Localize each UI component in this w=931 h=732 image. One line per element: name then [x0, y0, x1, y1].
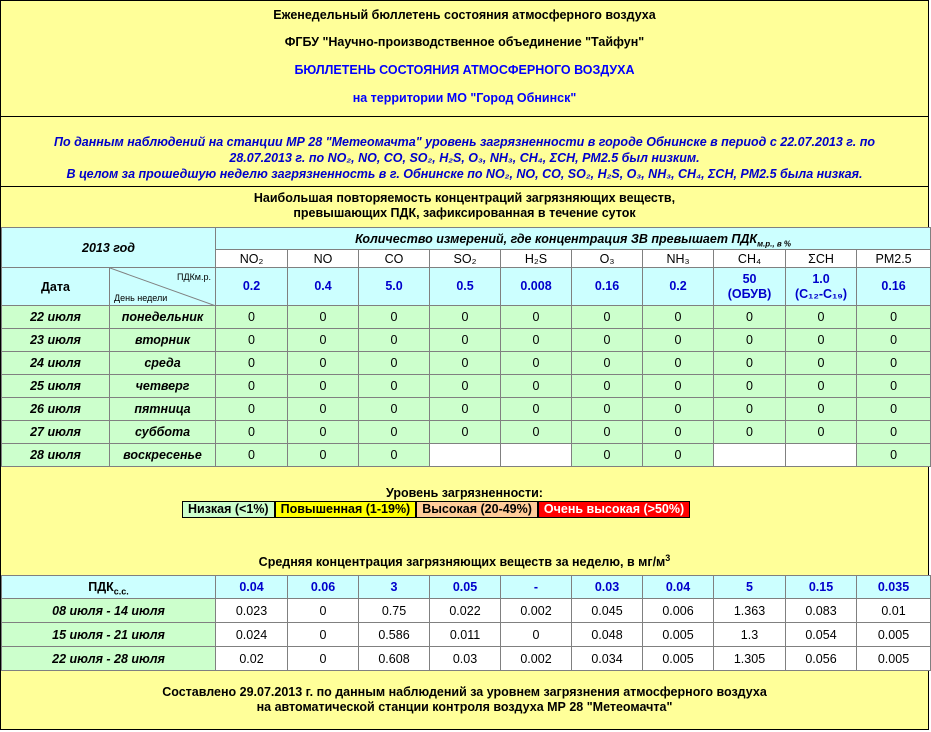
avg-value-cell: 0.048: [572, 623, 643, 647]
legend-item: Очень высокая (>50%): [538, 501, 690, 518]
legend-title: Уровень загрязненности:: [386, 486, 543, 500]
value-cell: 0: [216, 329, 288, 352]
footer-line-2: на автоматической станции контроля воздуха МР 28 "Метеомачта": [256, 700, 673, 714]
avg-value-cell: 0.006: [643, 599, 714, 623]
date-cell: 26 июля: [2, 398, 110, 421]
count-header: Количество измерений, где концентрация ЗВ превышает $ПДК_{м.р., в \%}$: [216, 228, 931, 250]
avg-value-cell: 0.005: [857, 623, 931, 647]
value-cell: [430, 444, 501, 467]
avg-value-cell: 0.03: [430, 647, 501, 671]
pollutant-header: CO: [359, 250, 430, 268]
value-cell: 0: [288, 352, 359, 375]
pdk-value: 50: [742, 271, 757, 286]
value-cell: 0: [643, 329, 714, 352]
pdk-note: (C₁₂-C₁₉): [794, 286, 848, 301]
date-cell: 27 июля: [2, 421, 110, 444]
weekday-cell: четверг: [110, 375, 216, 398]
avg-value-cell: 0.083: [786, 599, 857, 623]
value-cell: 0: [786, 352, 857, 375]
pdk-ss-value: 0.035: [857, 576, 931, 599]
table-row: [2, 444, 931, 467]
pdk-value-cell: [714, 268, 786, 306]
pdk-ss-sub: с.с.: [113, 586, 129, 597]
value-cell: 0: [359, 306, 430, 329]
pdk-ss-value: 5: [714, 576, 786, 599]
pdk-value: 0.4: [314, 279, 332, 293]
value-cell: 0: [501, 306, 572, 329]
pollutant-header: NH₃: [643, 250, 714, 268]
exceedance-title-1: Наибольшая повторяемость концентраций загрязняющих веществ,: [253, 191, 676, 205]
value-cell: 0: [572, 352, 643, 375]
value-cell: [501, 444, 572, 467]
value-cell: 0: [501, 352, 572, 375]
avg-value-cell: 0.02: [216, 647, 288, 671]
pdk-ss-value: 0.15: [786, 576, 857, 599]
value-cell: 0: [288, 329, 359, 352]
value-cell: 0: [216, 352, 288, 375]
pdk-value-cell: [430, 268, 501, 306]
table-row: [2, 421, 931, 444]
value-cell: 0: [216, 306, 288, 329]
pdk-value-cell: [643, 268, 714, 306]
value-cell: 0: [572, 329, 643, 352]
value-cell: 0: [501, 375, 572, 398]
value-cell: 0: [643, 444, 714, 467]
table-row: [2, 329, 931, 352]
exceedance-table: [1, 227, 931, 467]
pdk-weekday-cell: [110, 268, 216, 306]
avg-value-cell: 0.005: [643, 647, 714, 671]
value-cell: 0: [216, 398, 288, 421]
value-cell: 0: [216, 375, 288, 398]
value-cell: 0: [714, 398, 786, 421]
legend-item: Низкая (<1%): [182, 501, 275, 518]
value-cell: 0: [572, 398, 643, 421]
pdk-value-cell: [501, 268, 572, 306]
avg-value-cell: 0.586: [359, 623, 430, 647]
value-cell: 0: [786, 421, 857, 444]
pdk-value: 0.16: [881, 279, 906, 293]
summary-line-1: По данным наблюдений на станции МР 28 "Метеомачта" уровень загрязненности в городе Обнинске в период с 22.07.2013 г. по: [53, 135, 876, 149]
pdk-ss-value: 3: [359, 576, 430, 599]
avg-value-cell: 1.305: [714, 647, 786, 671]
date-cell: 28 июля: [2, 444, 110, 467]
table-row: [2, 398, 931, 421]
date-cell: 24 июля: [2, 352, 110, 375]
value-cell: 0: [857, 329, 931, 352]
pollution-legend: [182, 501, 690, 518]
pollutant-header: CH₄: [714, 250, 786, 268]
avg-value-cell: 0.011: [430, 623, 501, 647]
value-cell: 0: [643, 398, 714, 421]
value-cell: 0: [501, 421, 572, 444]
weekday-cell: понедельник: [110, 306, 216, 329]
pollutant-header: NO: [288, 250, 359, 268]
value-cell: 0: [857, 444, 931, 467]
pdk-ss-value: 0.06: [288, 576, 359, 599]
pdk-ss-value: 0.04: [216, 576, 288, 599]
value-cell: 0: [430, 329, 501, 352]
weekday-cell: среда: [110, 352, 216, 375]
table-row: [2, 623, 931, 647]
pdk-value: 0.2: [669, 279, 687, 293]
year-label: 2013 год: [2, 228, 216, 268]
pollutant-header: H₂S: [501, 250, 572, 268]
avg-value-cell: 0.005: [857, 647, 931, 671]
avg-value-cell: 0.005: [643, 623, 714, 647]
average-title: Средняя концентрация загрязняющих веществ за неделю, в $мг/м^3$: [258, 552, 671, 569]
value-cell: 0: [714, 329, 786, 352]
weekday-cell: суббота: [110, 421, 216, 444]
legend-item: Повышенная (1-19%): [275, 501, 417, 518]
value-cell: 0: [857, 306, 931, 329]
value-cell: 0: [359, 398, 430, 421]
table-row: [2, 599, 931, 623]
avg-value-cell: 0.01: [857, 599, 931, 623]
value-cell: 0: [643, 352, 714, 375]
value-cell: 0: [288, 444, 359, 467]
value-cell: 0: [857, 352, 931, 375]
value-cell: 0: [288, 398, 359, 421]
avg-value-cell: 0: [288, 599, 359, 623]
value-cell: 0: [857, 375, 931, 398]
value-cell: 0: [786, 398, 857, 421]
value-cell: 0: [359, 421, 430, 444]
average-table: [1, 575, 931, 671]
pdk-value: 0.008: [520, 279, 552, 293]
value-cell: 0: [501, 398, 572, 421]
period-cell: 22 июля - 28 июля: [2, 647, 216, 671]
value-cell: 0: [714, 352, 786, 375]
avg-value-cell: 0.75: [359, 599, 430, 623]
period-cell: 15 июля - 21 июля: [2, 623, 216, 647]
period-cell: 08 июля - 14 июля: [2, 599, 216, 623]
bulletin-title: Еженедельный бюллетень состояния атмосферного воздуха: [273, 8, 656, 22]
pollutant-header: ΣCH: [786, 250, 857, 268]
bulletin-heading: БЮЛЛЕТЕНЬ СОСТОЯНИЯ АТМОСФЕРНОГО ВОЗДУХА: [294, 63, 635, 77]
avg-value-cell: 1.3: [714, 623, 786, 647]
value-cell: 0: [288, 421, 359, 444]
value-cell: 0: [572, 421, 643, 444]
value-cell: 0: [857, 398, 931, 421]
value-cell: 0: [216, 444, 288, 467]
pdk-ss-value: 0.03: [572, 576, 643, 599]
pdk-ss-row: [2, 576, 931, 599]
avg-value-cell: 0.034: [572, 647, 643, 671]
value-cell: 0: [430, 375, 501, 398]
exceedance-title-2: превышающих ПДК, зафиксированная в течение суток: [293, 206, 636, 220]
weekday-cell: воскресенье: [110, 444, 216, 467]
pdk-corner-label: ПДКм.р.: [177, 272, 212, 282]
avg-value-cell: 0.023: [216, 599, 288, 623]
avg-value-cell: 0.002: [501, 647, 572, 671]
avg-value-cell: 0.045: [572, 599, 643, 623]
date-cell: 23 июля: [2, 329, 110, 352]
table-row: [2, 352, 931, 375]
value-cell: 0: [643, 421, 714, 444]
date-cell: 25 июля: [2, 375, 110, 398]
value-cell: [786, 444, 857, 467]
avg-value-cell: 0: [288, 647, 359, 671]
pdk-ss-text: ПДК: [88, 580, 114, 594]
pdk-value: 5.0: [385, 279, 403, 293]
pdk-value-cell: [216, 268, 288, 306]
value-cell: 0: [786, 306, 857, 329]
value-cell: 0: [501, 329, 572, 352]
pdk-value-cell: [359, 268, 430, 306]
pdk-value: 1.0: [812, 271, 830, 286]
value-cell: 0: [786, 329, 857, 352]
avg-value-cell: 0.054: [786, 623, 857, 647]
avg-value-cell: 0: [288, 623, 359, 647]
value-cell: 0: [572, 306, 643, 329]
pollutant-header: NO₂: [216, 250, 288, 268]
value-cell: 0: [288, 306, 359, 329]
footer-line-1: Составлено 29.07.2013 г. по данным наблюдений за уровнем загрязнения атмосферного воздуха: [162, 685, 767, 699]
table-row: [2, 306, 931, 329]
avg-value-cell: 0: [501, 623, 572, 647]
value-cell: 0: [714, 375, 786, 398]
organization-name: ФГБУ "Научно-производственное объединение "Тайфун": [284, 35, 645, 49]
pdk-value-cell: [572, 268, 643, 306]
value-cell: 0: [288, 375, 359, 398]
value-cell: 0: [359, 329, 430, 352]
value-cell: 0: [430, 421, 501, 444]
pdk-note: (ОБУВ): [727, 286, 772, 301]
table-row: [2, 375, 931, 398]
pdk-value-cell: [786, 268, 857, 306]
avg-value-cell: 0.608: [359, 647, 430, 671]
avg-value-cell: 1.363: [714, 599, 786, 623]
value-cell: 0: [572, 375, 643, 398]
date-label: Дата: [2, 268, 110, 306]
value-cell: 0: [216, 421, 288, 444]
value-cell: 0: [359, 352, 430, 375]
value-cell: 0: [430, 306, 501, 329]
value-cell: 0: [714, 306, 786, 329]
territory-heading: на территории МО "Город Обнинск": [352, 91, 577, 105]
pollutant-header: PM2.5: [857, 250, 931, 268]
avg-value-cell: 0.002: [501, 599, 572, 623]
pdk-value: 0.2: [242, 279, 261, 293]
value-cell: 0: [359, 375, 430, 398]
value-cell: 0: [430, 352, 501, 375]
avg-value-cell: 0.024: [216, 623, 288, 647]
pdk-ss-label: [2, 576, 216, 599]
value-cell: [714, 444, 786, 467]
value-cell: 0: [359, 444, 430, 467]
pollutant-header: SO₂: [430, 250, 501, 268]
pollutant-header: O₃: [572, 250, 643, 268]
weekday-cell: пятница: [110, 398, 216, 421]
weekday-cell: вторник: [110, 329, 216, 352]
date-cell: 22 июля: [2, 306, 110, 329]
pdk-ss-value: -: [501, 576, 572, 599]
value-cell: 0: [430, 398, 501, 421]
weekday-corner-label: День недели: [114, 293, 168, 303]
value-cell: 0: [643, 306, 714, 329]
pdk-value: 0.5: [456, 279, 474, 293]
value-cell: 0: [643, 375, 714, 398]
legend-item: Высокая (20-49%): [416, 501, 538, 518]
value-cell: 0: [857, 421, 931, 444]
pdk-value-cell: [288, 268, 359, 306]
summary-line-3: В целом за прошедшую неделю загрязненность в г. Обнинске по NO₂, NO, CO, SO₂, H₂S, O₃, NH₃, CH₄, ΣCH, PM2.5 была низкая.: [66, 167, 863, 181]
value-cell: 0: [572, 444, 643, 467]
pdk-ss-value: 0.05: [430, 576, 501, 599]
pdk-value: 0.16: [594, 279, 620, 293]
pdk-value-cell: [857, 268, 931, 306]
value-cell: 0: [714, 421, 786, 444]
avg-value-cell: 0.022: [430, 599, 501, 623]
pdk-ss-value: 0.04: [643, 576, 714, 599]
table-row: [2, 647, 931, 671]
avg-value-cell: 0.056: [786, 647, 857, 671]
summary-line-2: 28.07.2013 г. по NO₂, NO, CO, SO₂, H₂S, O₃, NH₃, CH₄, ΣCH, PM2.5 был низким.: [229, 151, 700, 165]
value-cell: 0: [786, 375, 857, 398]
